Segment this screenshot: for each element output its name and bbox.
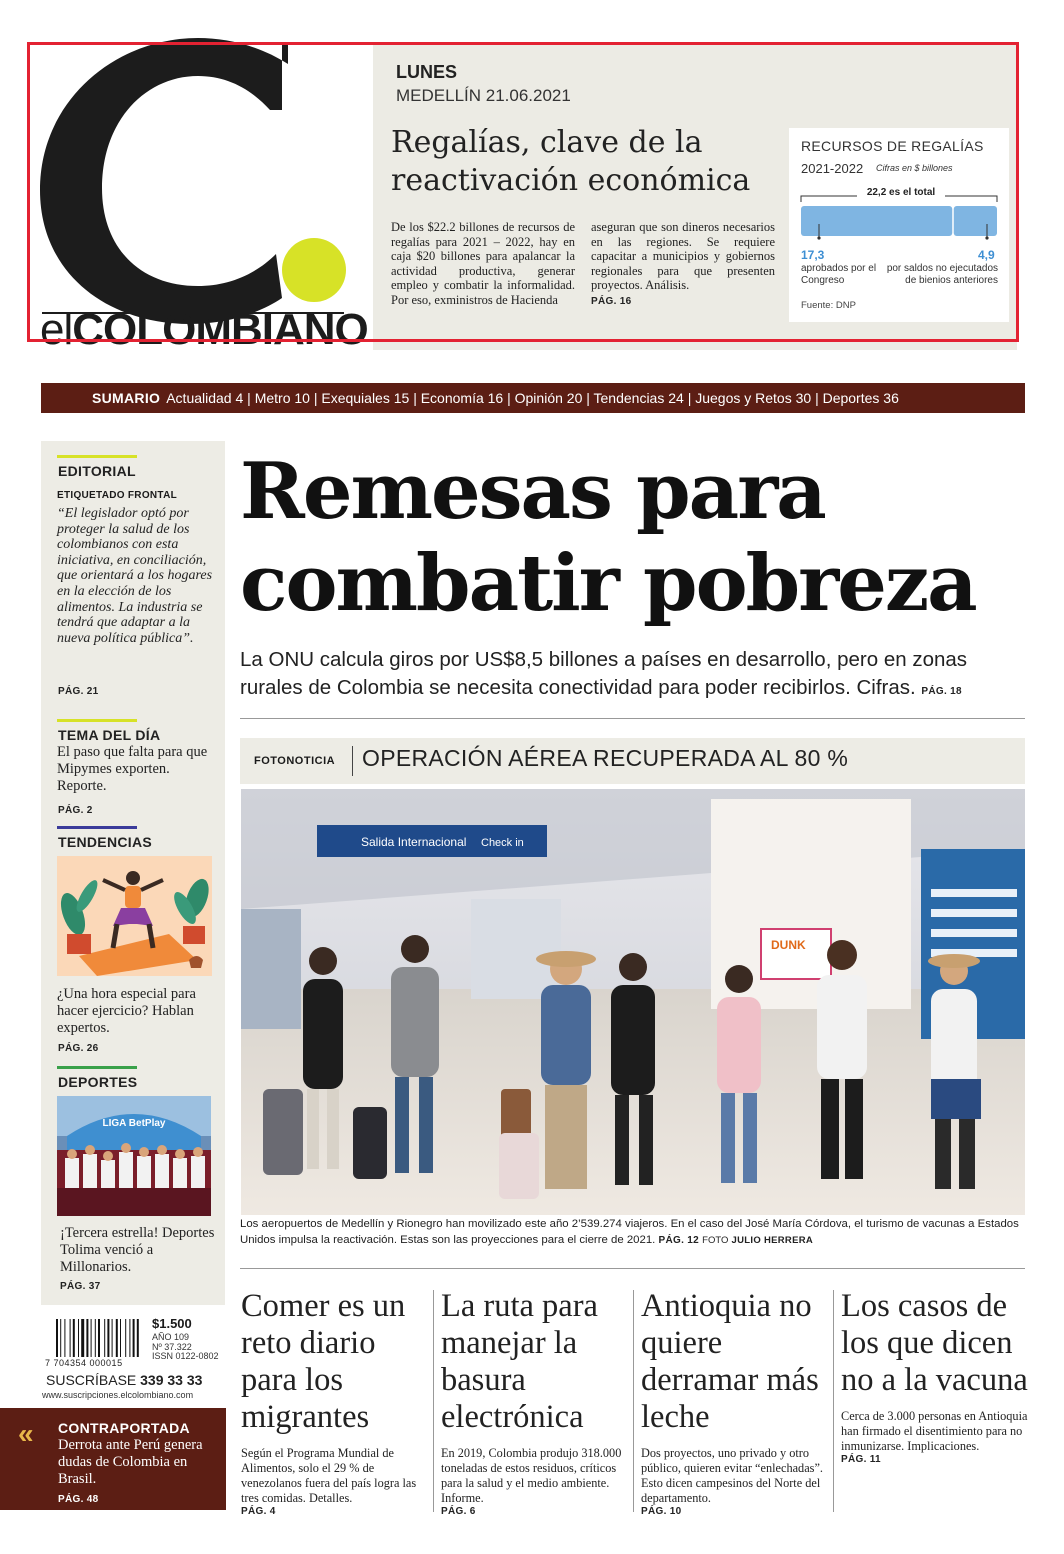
airport-photo[interactable] xyxy=(241,789,1025,1215)
contraportada-text[interactable]: Derrota ante Perú genera dudas de Colombia en Brasil. xyxy=(58,1437,203,1487)
deportes-page[interactable]: PÁG. 37 xyxy=(60,1281,101,1292)
issue-year: AÑO 109 xyxy=(152,1332,190,1342)
sumario-bar xyxy=(41,383,1025,413)
chart-total-label: 22,2 es el total xyxy=(866,187,936,198)
story-text: En 2019, Colombia produjo 318.000 toneladas de estos residuos, críticos para la salud y el medio ambiente. Informe. xyxy=(441,1446,622,1505)
exercise-illustration-icon[interactable] xyxy=(57,856,212,976)
story-2[interactable] xyxy=(441,1288,629,1517)
chart-source: Fuente: DNP xyxy=(801,300,856,311)
editorial-page[interactable]: PÁG. 21 xyxy=(58,686,99,697)
deportes-banner-text: LIGA BetPlay xyxy=(102,1118,166,1129)
subscribe-line[interactable] xyxy=(46,1372,202,1388)
story-text: Según el Programa Mundial de Alimentos, solo el 29 % de venezolanos fuera del país logra las tres comidas. Detalles. xyxy=(241,1446,417,1505)
fotonoticia-headline[interactable]: OPERACIÓN AÉREA RECUPERADA AL 80 % xyxy=(362,745,849,771)
chart-label-2: por saldos no ejecutados de bienios anteriores xyxy=(886,263,998,286)
issue-number: Nº 37.322 xyxy=(152,1341,192,1352)
lead-page[interactable]: PÁG. 18 xyxy=(921,686,962,697)
column-divider xyxy=(433,1290,434,1512)
photo-sign-text: Salida Internacional xyxy=(361,835,467,849)
story-text: Dos proyectos, uno privado y otro público, quieren evitar “enlechadas”. Esto dicen campesinos del Norte del departamento. xyxy=(641,1446,823,1505)
header-headline[interactable]: Regalías, clave de la reactivación económica xyxy=(391,125,751,198)
editorial-kicker: ETIQUETADO FRONTAL xyxy=(57,490,178,501)
caption-text: Los aeropuertos de Medellín y Rionegro han movilizado este año 2’539.274 viajeros. En el caso del José María Córdova, el turismo de vacunas a Estados Unidos impulsa la reactivación. Estas son las proyecciones para el cierre de 2021. xyxy=(240,1218,1019,1246)
photo-sign-text2: Check in xyxy=(481,837,524,849)
story-page[interactable]: PÁG. 4 xyxy=(241,1506,276,1517)
column-divider xyxy=(833,1290,834,1512)
deportes-rule xyxy=(57,1066,137,1069)
story-1[interactable] xyxy=(241,1288,429,1517)
lead-deck xyxy=(240,646,1030,706)
tendencias-section: TENDENCIAS xyxy=(58,834,153,850)
fotonoticia-separator xyxy=(352,746,353,776)
tema-text[interactable]: El paso que falta para que Mipymes exporten. Reporte. xyxy=(57,744,208,794)
caption-page[interactable]: PÁG. 12 xyxy=(658,1234,699,1246)
tendencias-text[interactable]: ¿Una hora especial para hacer ejercicio? Hablan expertos. xyxy=(57,986,196,1036)
editorial-rule xyxy=(57,455,137,458)
header-page-ref[interactable]: PÁG. 16 xyxy=(591,295,632,307)
day-label: LUNES xyxy=(396,62,458,82)
story-headline[interactable]: Antioquia no quiere derramar más leche xyxy=(641,1288,819,1435)
price: $1.500 xyxy=(152,1316,192,1331)
story-page[interactable]: PÁG. 11 xyxy=(841,1454,881,1465)
issue-issn: ISSN 0122-0802 xyxy=(152,1351,219,1361)
story-page[interactable]: PÁG. 6 xyxy=(441,1506,476,1517)
chart-label-1: aprobados por el Congreso xyxy=(801,263,877,286)
subscribe-label: SUSCRÍBASE xyxy=(46,1372,137,1388)
barcode-number: 7 704354 000015 xyxy=(45,1358,123,1368)
tema-rule xyxy=(57,719,137,722)
chart-value-2: 4,9 xyxy=(978,248,995,262)
deportes-text[interactable]: ¡Tercera estrella! Deportes Tolima venció a Millonarios. xyxy=(60,1225,215,1275)
logo-name: COLOMBIANO xyxy=(72,305,368,354)
subscribe-phone[interactable]: 339 33 33 xyxy=(140,1372,203,1388)
double-chevron-left-icon: « xyxy=(18,1418,34,1449)
story-3[interactable] xyxy=(641,1288,829,1517)
contraportada-section: CONTRAPORTADA xyxy=(58,1420,190,1436)
dateline: MEDELLÍN 21.06.2021 xyxy=(396,86,571,105)
photo-store-text: DUNK xyxy=(771,938,806,952)
header-col1: De los $22.2 billones de recursos de regalías para 2021 – 2022, hay en caja $20 billones para apalancar la actividad productiva, generar empleo y combatir la informalidad. Por eso, exministros de Hacienda xyxy=(391,220,575,307)
divider xyxy=(240,718,1025,719)
tendencias-rule xyxy=(57,826,137,829)
contraportada-page[interactable]: PÁG. 48 xyxy=(58,1494,99,1505)
sumario-label: SUMARIO xyxy=(92,390,161,406)
story-headline[interactable]: Comer es un reto diario para los migrantes xyxy=(241,1288,406,1435)
story-page[interactable]: PÁG. 10 xyxy=(641,1506,682,1517)
infographic-years: 2021-2022 xyxy=(801,161,864,176)
story-text: Cerca de 3.000 personas en Antioquia han firmado el disentimiento para no inmunizarse. Implicaciones. xyxy=(841,1409,1028,1453)
highlight-frame xyxy=(27,42,1019,342)
tema-page[interactable]: PÁG. 2 xyxy=(58,805,93,816)
editorial-text[interactable]: “El legislador optó por proteger la salud de los colombianos con esta iniciativa, en conciliación, que orientará a los hogares en la elección de los alimentos. La industria se tendrá que adaptar a la nueva política pública”. xyxy=(57,506,213,646)
photo-caption xyxy=(240,1217,1030,1248)
story-headline[interactable]: Los casos de los que dicen no a la vacuna xyxy=(841,1288,1028,1398)
story-4[interactable] xyxy=(841,1288,1029,1465)
tema-section: TEMA DEL DÍA xyxy=(58,727,161,743)
lead-deck-text: La ONU calcula giros por US$8,5 billones a países en desarrollo, pero en zonas rurales de Colombia se necesita conectividad para poder recibirlos. Cifras. xyxy=(240,648,968,699)
barcode-icon xyxy=(55,1319,149,1357)
header-col2-text: aseguran que son dineros necesarios en las regiones. Se requiere capacitar a municipios y gobiernos regionales para que presenten proyectos. Análisis. xyxy=(591,220,775,293)
fotonoticia-label: FOTONOTICIA xyxy=(254,755,336,767)
editorial-section: EDITORIAL xyxy=(58,463,136,479)
column-divider xyxy=(633,1290,634,1512)
logo-el: el xyxy=(40,305,73,354)
infographic-units: Cifras en $ billones xyxy=(876,163,953,173)
deportes-section: DEPORTES xyxy=(58,1074,138,1090)
tendencias-page[interactable]: PÁG. 26 xyxy=(58,1043,99,1054)
story-headline[interactable]: La ruta para manejar la basura electrónica xyxy=(441,1288,598,1435)
divider xyxy=(240,1268,1025,1269)
sumario-items[interactable]: Actualidad 4 | Metro 10 | Exequiales 15 | Economía 16 | Opinión 20 | Tendencias 24 | Juegos y Retos 30 | Deportes 36 xyxy=(166,390,899,406)
infographic-title: RECURSOS DE REGALÍAS xyxy=(801,138,984,154)
celebration-photo[interactable] xyxy=(57,1096,211,1216)
lead-headline[interactable]: Remesas para combatir pobreza xyxy=(240,446,976,629)
caption-credit-name: JULIO HERRERA xyxy=(731,1234,814,1246)
subscribe-url[interactable]: www.suscripciones.elcolombiano.com xyxy=(42,1390,194,1400)
issue-info xyxy=(152,1333,219,1362)
chart-value-1: 17,3 xyxy=(801,248,825,262)
caption-credit-label: FOTO xyxy=(702,1234,729,1246)
